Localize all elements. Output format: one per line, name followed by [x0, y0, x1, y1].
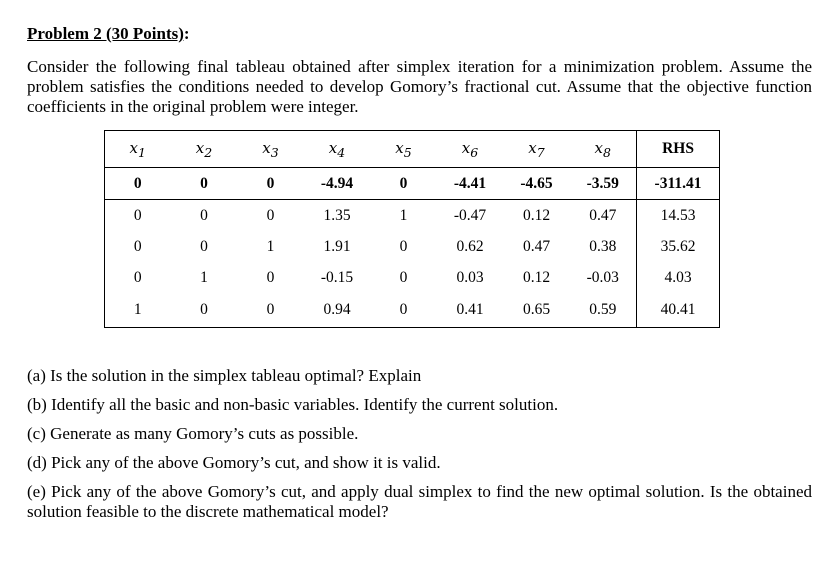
table-cell: 1.35 — [323, 206, 351, 224]
table-row — [105, 231, 720, 262]
table-cell: 0 — [266, 206, 275, 224]
header-x8: $x_8$ — [570, 131, 637, 168]
simplex-tableau — [104, 130, 720, 328]
table-cell: 0.59 — [589, 301, 617, 318]
problem-title — [27, 24, 190, 44]
problem-title-colon: : — [183, 24, 190, 43]
problem-title-label: Problem 2 (30 Points) — [27, 24, 184, 43]
table-cell: 0.41 — [456, 301, 484, 318]
table-cell: 1 — [133, 301, 142, 318]
header-x6: $x_6$ — [437, 131, 504, 168]
table-cell: 1 — [200, 268, 208, 286]
table-cell: 0.12 — [522, 268, 551, 286]
table-cell: 1 — [266, 237, 275, 255]
table-cell: 0.47 — [522, 237, 551, 255]
table-cell: 0 — [133, 206, 142, 224]
question-list — [27, 366, 812, 531]
table-cell: 0.94 — [323, 301, 351, 318]
table-cell: -0.47 — [453, 206, 487, 224]
header-x7: $x_7$ — [504, 131, 570, 168]
table-cell: 0 — [266, 301, 275, 318]
table-row — [105, 200, 720, 232]
table-cell: 0 — [238, 168, 304, 200]
table-cell: 1 — [399, 206, 408, 224]
table-cell: 0 — [399, 237, 408, 255]
table-cell: 0 — [133, 237, 142, 255]
table-cell: 0 — [200, 206, 208, 224]
question-a: (a) Is the solution in the simplex tableau optimal? Explain — [27, 366, 422, 385]
table-cell: -4.41 — [437, 168, 504, 200]
table-cell-rhs: 14.53 — [637, 200, 720, 232]
question-c: (c) Generate as many Gomory’s cuts as possible. — [27, 424, 359, 443]
table-cell: 0.65 — [522, 301, 551, 318]
table-cell: 0.03 — [456, 268, 484, 286]
problem-intro — [27, 57, 812, 117]
table-cell: 0.38 — [589, 237, 617, 255]
table-cell: 0.12 — [522, 206, 551, 224]
table-cell: 0 — [171, 168, 238, 200]
question-d: (d) Pick any of the above Gomory’s cut, and show it is valid. — [27, 453, 441, 472]
table-cell: 0 — [200, 237, 208, 255]
table-cell: 0 — [200, 301, 208, 318]
header-x5: $x_5$ — [371, 131, 437, 168]
header-x4: $x_4$ — [304, 131, 371, 168]
table-cell: -4.94 — [304, 168, 371, 200]
table-row — [105, 293, 720, 328]
table-cell: -4.65 — [504, 168, 570, 200]
objective-row — [105, 168, 720, 200]
table-cell: 0 — [399, 268, 408, 286]
intro-text: Consider the following final tableau obtained after simplex iteration for a minimization problem. Assume the problem satisfies the conditions needed to develop Gomory’s fractional cut. Assume that the objective function coefficients in the original problem were integer. — [27, 57, 812, 116]
table-cell: 0 — [133, 268, 142, 286]
table-cell-rhs: 4.03 — [637, 262, 720, 293]
table-cell: 0 — [105, 168, 171, 200]
table-cell: 0 — [399, 301, 408, 318]
table-cell-rhs: -311.41 — [637, 168, 720, 200]
table-cell: -3.59 — [570, 168, 637, 200]
table-cell-rhs: 40.41 — [637, 293, 720, 328]
table-cell: 0 — [266, 268, 275, 286]
table-cell: 0 — [371, 168, 437, 200]
table-cell: 0.62 — [456, 237, 484, 255]
question-e: (e) Pick any of the above Gomory’s cut, and apply dual simplex to find the new optimal solution. Is the obtained solution feasible to the discrete mathematical model? — [27, 482, 812, 521]
question-b: (b) Identify all the basic and non-basic variables. Identify the current solution. — [27, 395, 559, 414]
table-cell: 0.47 — [589, 206, 617, 224]
table-row — [105, 262, 720, 293]
table-cell-rhs: 35.62 — [637, 231, 720, 262]
header-x2: $x_2$ — [171, 131, 238, 168]
table-cell: 1.91 — [323, 237, 351, 255]
table-cell: -0.15 — [320, 268, 354, 286]
header-rhs: RHS — [637, 131, 720, 168]
header-x3: $x_3$ — [238, 131, 304, 168]
tableau-header-row — [105, 131, 720, 168]
table-cell: -0.03 — [586, 268, 619, 286]
header-x1: $x_1$ — [105, 131, 171, 168]
